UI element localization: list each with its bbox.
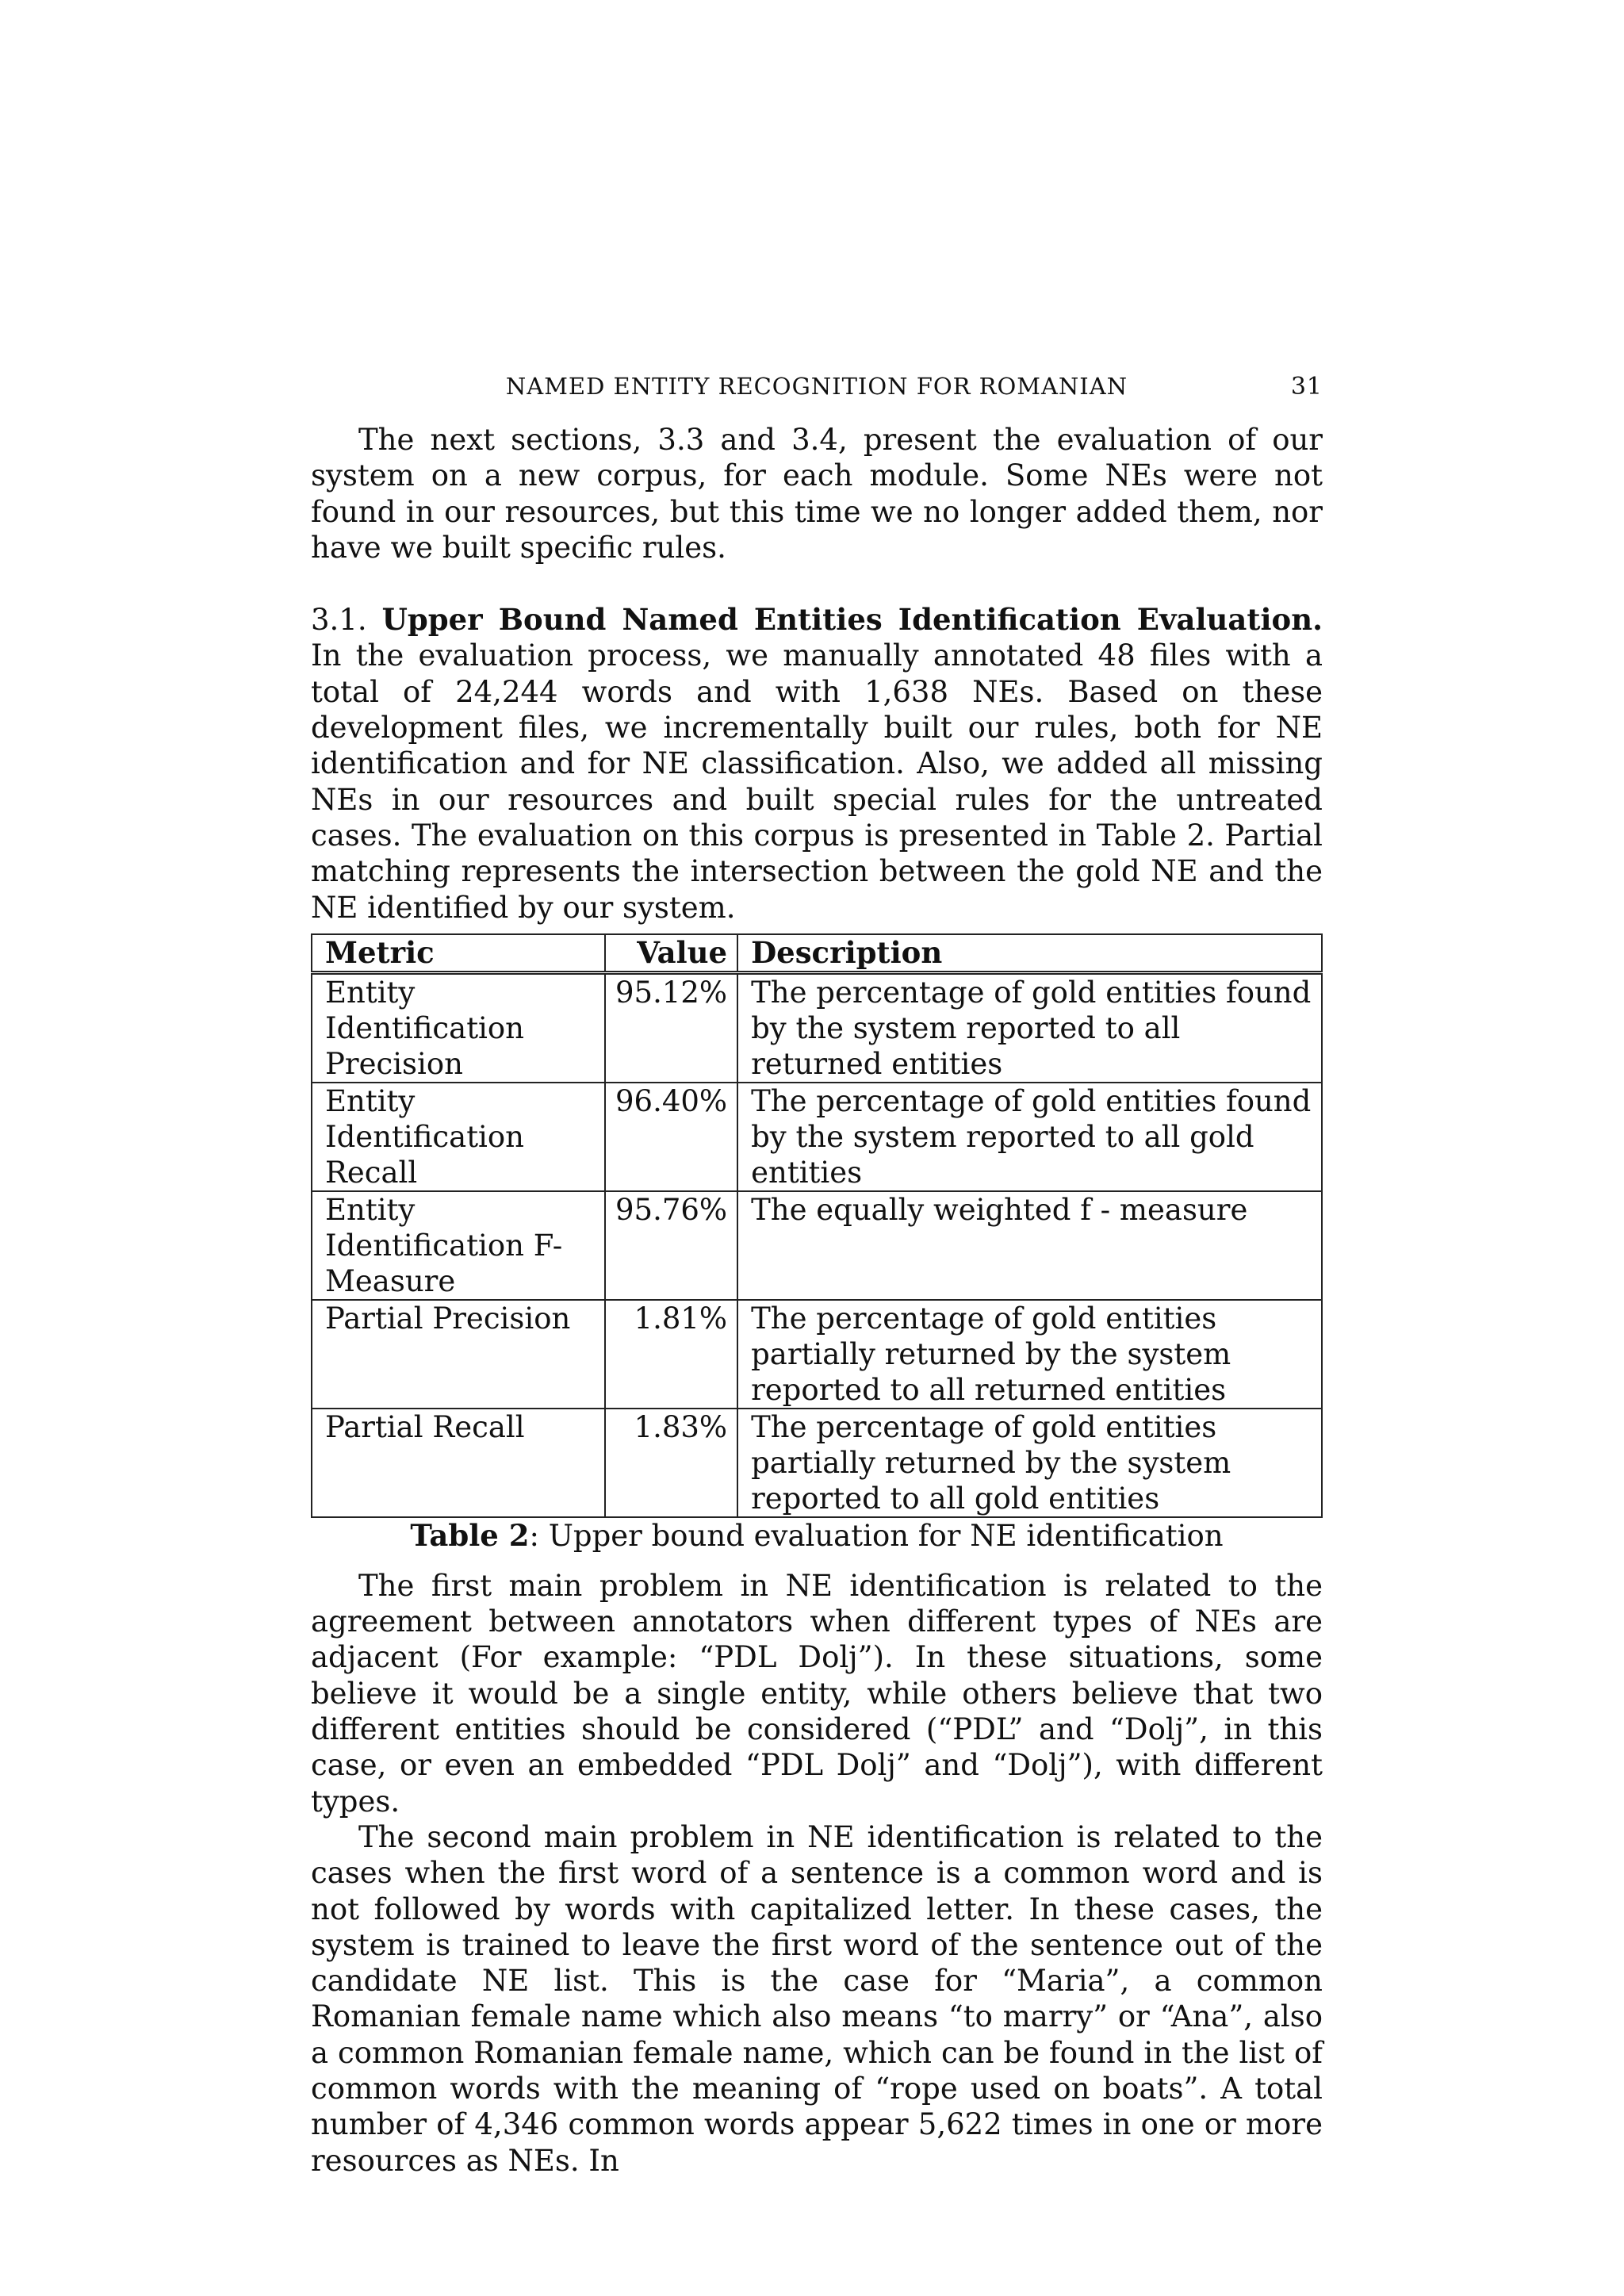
results-table [311,933,1323,1518]
header-description: Description [737,934,1322,973]
table-row [312,1191,1322,1300]
page-number: 31 [1290,373,1323,401]
cell-metric: Partial Recall [312,1409,605,1517]
table-header-row [312,934,1322,973]
cell-metric: Partial Precision [312,1300,605,1409]
running-header [311,363,1323,411]
table-caption-text: : Upper bound evaluation for NE identification [529,1518,1224,1553]
cell-metric: Entity Identification Recall [312,1083,605,1191]
cell-description: The equally weighted f - measure [737,1191,1322,1300]
section-text: In the evaluation process, we manually annotated 48 files with a total of 24,244 words and with 1,638 NEs. Based on these development files, we incrementally built our rules, both for NE identification and for NE classification. Also, we added all missing NEs in our resources and built special rules for the untreated cases. The evaluation on this corpus is presented in Table 2. Partial matching represents the intersection between the gold NE and the NE identified by our system. [311,638,1323,925]
cell-value: 95.76% [605,1191,737,1300]
cell-description: The percentage of gold entities found by the system reported to all returned entities [737,972,1322,1083]
header-metric: Metric [312,934,605,973]
running-title: NAMED ENTITY RECOGNITION FOR ROMANIAN [505,373,1128,400]
cell-description: The percentage of gold entities partially returned by the system reported to all returned entities [737,1300,1322,1409]
intro-paragraph: The next sections, 3.3 and 3.4, present the evaluation of our system on a new corpus, for each module. Some NEs were not found in our resources, but this time we no longer added them, nor have we built specific rules. [311,423,1323,565]
table-caption [311,1518,1323,1554]
section-number: 3.1. [311,603,367,638]
cell-metric: Entity Identification Precision [312,972,605,1083]
table-row [312,1083,1322,1191]
table-row [312,972,1322,1083]
section-title: Upper Bound Named Entities Identification Evaluation. [381,602,1323,638]
cell-description: The percentage of gold entities found by the system reported to all gold entities [737,1083,1322,1191]
problem-paragraph-2: The second main problem in NE identification is related to the cases when the first word of a sentence is a common word and is not followed by words with capitalized letter. In these cases, the system is trained to leave the first word of the sentence out of the candidate NE list. This is the case for “Maria”, a common Romanian female name which also means “to marry” or “Ana”, also a common Romanian female name, which can be found in the list of common words with the meaning of “rope used on boats”. A total number of 4,346 common words appear 5,622 times in one or more resources as NEs. In [311,1819,1323,2178]
cell-value: 1.83% [605,1409,737,1517]
cell-metric: Entity Identification F-Measure [312,1191,605,1300]
table-row [312,1409,1322,1517]
section-paragraph [311,602,1323,926]
header-value: Value [605,934,737,973]
table-caption-label: Table 2 [410,1517,530,1553]
page-body [311,363,1323,2179]
table-row [312,1300,1322,1409]
cell-value: 96.40% [605,1083,737,1191]
problem-paragraph-1: The first main problem in NE identification is related to the agreement between annotators when different types of NEs are adjacent (For example: “PDL Dolj”). In these situations, some believe it would be a single entity, while others believe that two different entities should be considered (“PDL” and “Dolj”, in this case, or even an embedded “PDL Dolj” and “Dolj”), with different types. [311,1568,1323,1819]
cell-value: 1.81% [605,1300,737,1409]
cell-description: The percentage of gold entities partially returned by the system reported to all gold entities [737,1409,1322,1517]
cell-value: 95.12% [605,972,737,1083]
